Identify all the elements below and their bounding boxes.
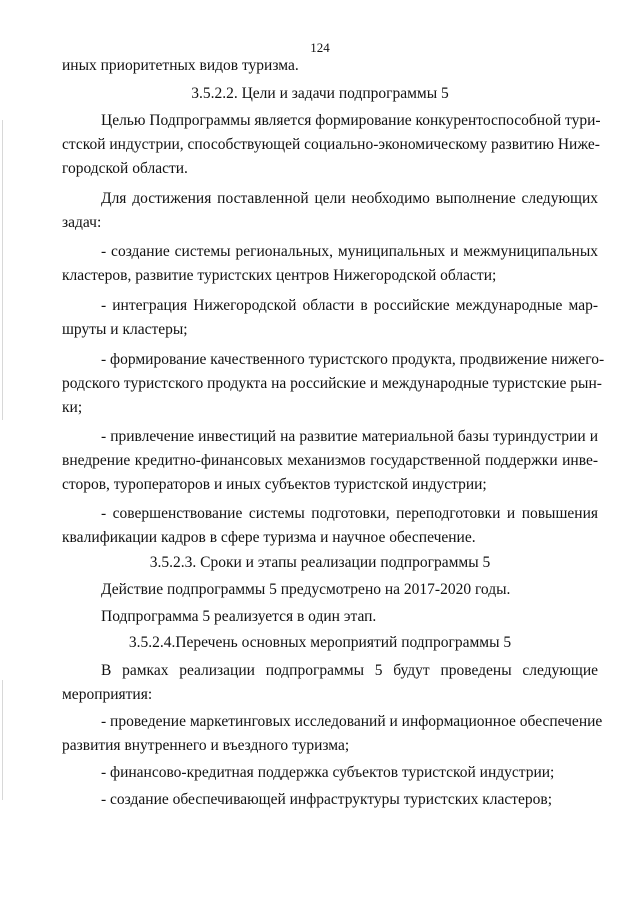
text-line: - создание обеспечивающей инфраструктуры туристских кластеров;: [101, 791, 553, 808]
scan-edge-line: [2, 680, 3, 800]
text-line: городской области.: [62, 160, 188, 177]
text-line: - интеграция Нижегородской области в российские международные мар-: [101, 297, 598, 314]
text-line: шруты и кластеры;: [62, 321, 188, 338]
text-line: иных приоритетных видов туризма.: [62, 57, 299, 74]
text-line: мероприятия:: [62, 686, 153, 703]
text-line: Действие подпрограммы 5 предусмотрено на 2017-2020 годы.: [101, 581, 511, 598]
page-number: 124: [310, 40, 330, 55]
text-line: ки;: [62, 399, 83, 416]
text-line: развития внутреннего и въездного туризма;: [62, 737, 350, 754]
text-line: - проведение маркетинговых исследований и информационное обеспечение: [101, 713, 603, 730]
text-line: - формирование качественного туристского продукта, продвижение нижего-: [101, 351, 605, 368]
text-line: - совершенствование системы подготовки, переподготовки и повышения: [101, 505, 598, 522]
text-line: внедрение кредитно-финансовых механизмов государственной поддержки инве-: [62, 452, 598, 469]
section-heading: 3.5.2.4.Перечень основных мероприятий подпрограммы 5: [128, 634, 512, 651]
text-line: квалификации кадров в сфере туризма и научное обеспечение.: [62, 529, 476, 546]
text-line: задач:: [62, 214, 102, 231]
text-line: Для достижения поставленной цели необходимо выполнение следующих: [101, 190, 598, 207]
text-line: кластеров, развитие туристских центров Нижегородской области;: [62, 267, 497, 284]
text-line: - финансово-кредитная поддержка субъектов туристской индустрии;: [101, 764, 555, 781]
text-line: Подпрограмма 5 реализуется в один этап.: [101, 608, 377, 625]
text-line: Целью Подпрограммы является формирование конкурентоспособной тури-: [101, 112, 601, 129]
section-heading: 3.5.2.3. Сроки и этапы реализации подпрограммы 5: [149, 554, 491, 571]
text-line: - создание системы региональных, муниципальных и межмуниципальных: [101, 243, 598, 260]
text-line: - привлечение инвестиций на развитие материальной базы туриндустрии и: [101, 428, 598, 445]
section-heading: 3.5.2.2. Цели и задачи подпрограммы 5: [191, 85, 449, 102]
text-line: сторов, туроператоров и иных субъектов туристской индустрии;: [62, 476, 487, 493]
text-line: В рамках реализации подпрограммы 5 будут проведены следующие: [101, 662, 598, 679]
text-line: стской индустрии, способствующей социально-экономическому развитию Ниже-: [62, 136, 600, 153]
text-line: родского туристского продукта на российские и международные туристские рын-: [62, 375, 602, 392]
scan-edge-line: [2, 120, 3, 420]
